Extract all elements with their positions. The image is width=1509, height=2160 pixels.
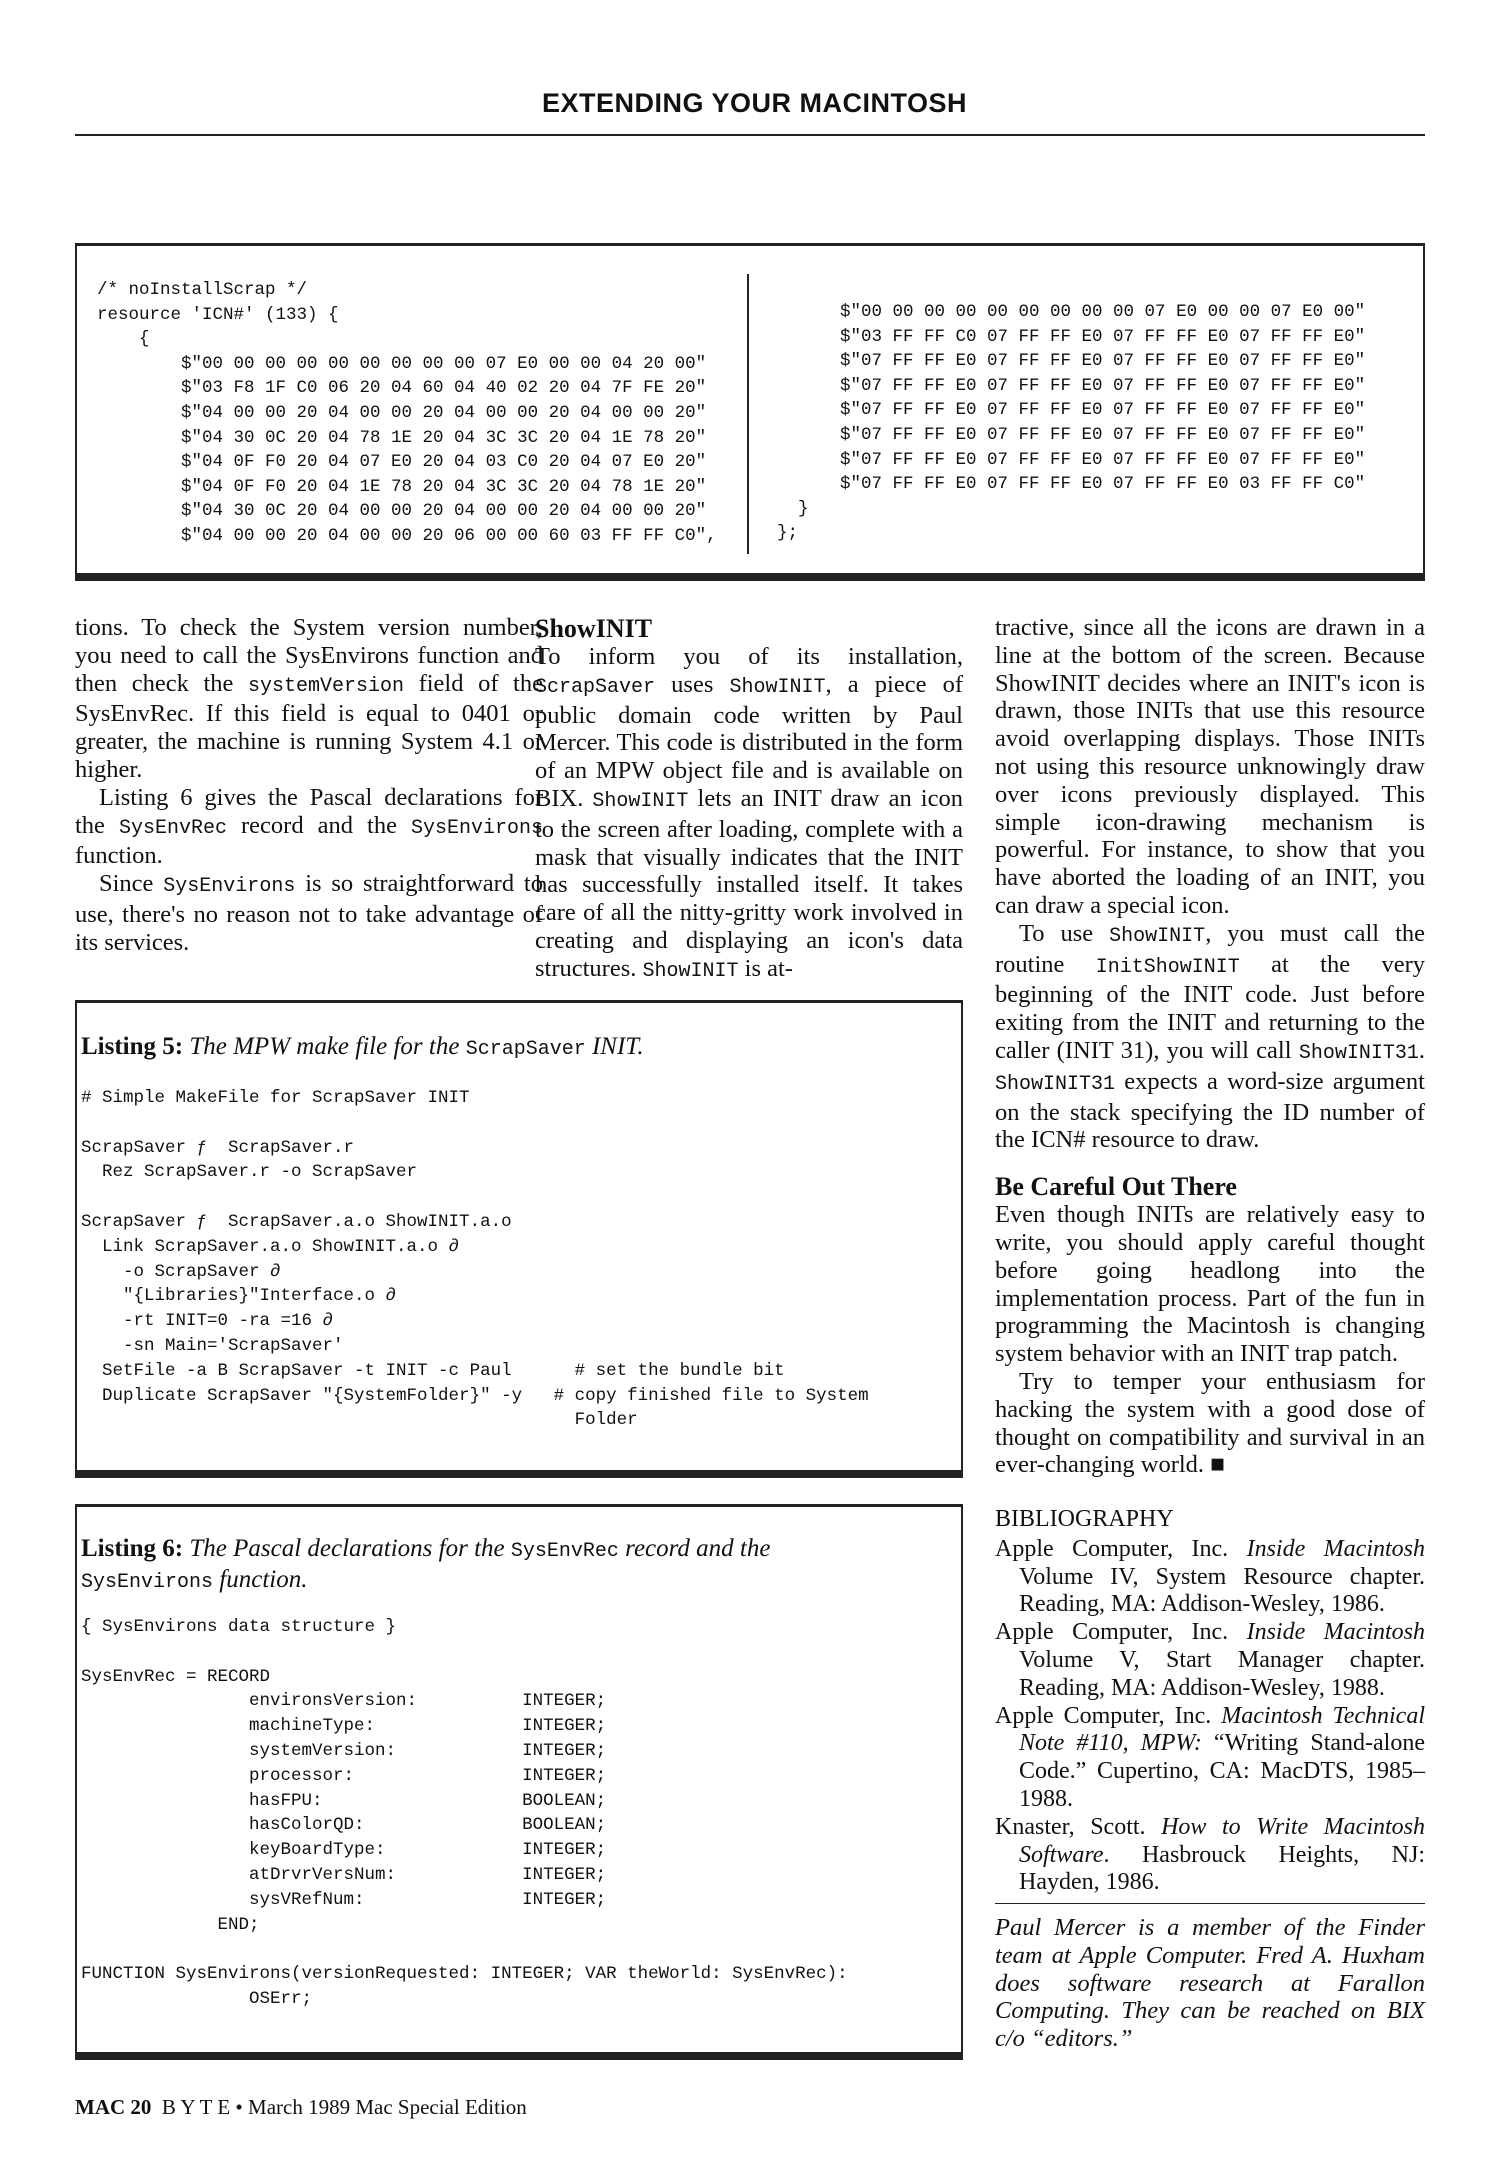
code-divider <box>747 274 749 554</box>
text-run: tractive, since all the icons are drawn in a line at the bottom of the screen. Because ShowINIT decides where an INIT's icon is drawn, those INITs that use this resource avoid overlapping displays. Those INITs not using this resource unknowingly draw over icons previously displayed. This simple icon-drawing mechanism is powerful. For instance, to show that you have aborted the loading of an INIT, you can draw a special icon. <box>995 614 1425 919</box>
text-run: “Writing Stand-alone Code.” Cupertino, CA: MacDTS, 1985–1988. <box>1019 1730 1425 1812</box>
code-term: ShowINIT <box>642 959 739 983</box>
text-run: , you must call the routine <box>995 919 1425 978</box>
text-run: function. <box>213 1566 308 1593</box>
header-rule <box>75 134 1425 136</box>
listing-5 <box>75 1000 963 1478</box>
paragraph <box>535 643 963 986</box>
text-run: expects a word-size argument on the stack specifying the ID number of the ICN# resource to draw. <box>995 1067 1425 1154</box>
text-run: Volume IV, System Resource chapter. Reading, MA: Addison-Wesley, 1986. <box>1019 1563 1425 1618</box>
text-run: , a piece of public domain code written by Paul Mercer. This code is distributed in the form of an MPW object file and is available on BIX. <box>535 670 963 812</box>
text-run: How to Write Macintosh Software <box>1019 1813 1425 1868</box>
text-run: The MPW make file for the <box>189 1033 466 1060</box>
listing-5-caption <box>81 1033 941 1064</box>
bibliography-entry <box>995 1619 1425 1702</box>
text-run: . <box>1418 1036 1425 1064</box>
col3-body <box>995 614 1425 1154</box>
section-heading-careful: Be Careful Out There <box>995 1172 1237 1202</box>
listing-5-code: # Simple MakeFile for ScrapSaver INIT ScrapSaver ƒ ScrapSaver.r Rez ScrapSaver.r -o ScrapSaver ScrapSaver ƒ ScrapSaver.a.o ShowINIT.a.o Link ScrapSaver.a.o ShowINIT.a.o ∂ -o ScrapSaver ∂ "{Libraries}"Interface.o ∂ -rt INIT=0 -ra =16 ∂ -sn Main='ScrapSaver' SetFile -a B ScrapSaver -t INIT -c Paul # set the bundle bit Duplicate ScrapSaver "{SystemFolder}" -y # copy finished file to System Folder <box>81 1088 869 1431</box>
text-run: Try to temper your enthusiasm for hacking the system with a good dose of thought on compatibility and survival in an ever-changing world. ■ <box>995 1367 1425 1479</box>
text-run: Apple Computer, Inc. <box>995 1535 1247 1562</box>
paragraph <box>995 920 1425 1154</box>
code-term: ScrapSaver <box>535 675 656 699</box>
text-run: To inform you of its installation, <box>535 643 963 670</box>
code-term: ShowINIT <box>1109 924 1206 948</box>
paragraph <box>995 1201 1425 1368</box>
code-term: ScrapSaver <box>465 1038 586 1061</box>
code-term: SysEnvRec <box>510 1540 619 1563</box>
text-run: record and the <box>618 1535 771 1562</box>
paragraph <box>75 784 543 870</box>
paragraph <box>995 1368 1425 1479</box>
bibliography-title: BIBLIOGRAPHY <box>995 1506 1174 1532</box>
text-run: Apple Computer, Inc. <box>995 1702 1222 1729</box>
code-term: SysEnvRec <box>118 816 227 840</box>
code-term: ShowINIT31 <box>1298 1041 1419 1065</box>
showinit-body <box>535 643 963 986</box>
article-column-1 <box>75 614 543 957</box>
code-right-column: $"00 00 00 00 00 00 00 00 00 07 E0 00 00 07 E0 00" $"03 FF FF C0 07 FF FF E0 07 FF FF E0 07 FF FF E0" $"07 FF FF E0 07 FF FF E0 07 FF FF E0 07 FF FF E0" $"07 FF FF E0 07 FF FF E0 07 FF FF E0 07 FF FF E0" $"07 FF FF E0 07 FF FF E0 07 FF FF E0 07 FF FF E0" $"07 FF FF E0 07 FF FF E0 07 FF FF E0 07 FF FF E0" $"07 FF FF E0 07 FF FF E0 07 FF FF E0 07 FF FF E0" $"07 FF FF E0 07 FF FF E0 07 FF FF E0 03 FF FF C0" } }; <box>777 302 1366 544</box>
code-term: SysEnvirons <box>163 875 296 899</box>
code-term: ShowINIT <box>592 789 689 813</box>
code-term: InitShowINIT <box>1095 955 1240 979</box>
text-run: To use <box>1019 919 1110 947</box>
text-run: at the very beginning of the INIT code. Just before exiting from the INIT and returning to the caller (INIT 31), you will call <box>995 950 1425 1064</box>
paragraph <box>75 614 543 784</box>
text-run: uses <box>655 670 730 698</box>
section-heading-showinit: ShowINIT <box>535 614 653 643</box>
publication-line: B Y T E • March 1989 Mac Special Edition <box>161 2095 527 2119</box>
code-term: systemVersion <box>247 674 405 698</box>
bibliography <box>995 1506 1425 1897</box>
running-header: EXTENDING YOUR MACINTOSH <box>541 88 968 118</box>
text-run: Even though INITs are relatively easy to write, you should apply careful thought before going headlong into the implementation process. Part of the fun in programming the Macintosh is changing system behavior with an INIT trap patch. <box>995 1201 1425 1368</box>
code-term: SysEnvirons <box>81 1571 214 1594</box>
text-run: Knaster, Scott. <box>995 1813 1162 1840</box>
text-run: SysEnvirons <box>285 641 409 669</box>
text-run: function. <box>75 842 163 870</box>
author-bio: Paul Mercer is a member of the Finder team at Apple Computer. Fred A. Huxham does software research at Farallon Computing. They can be reached on BIX c/o “editors.” <box>995 1914 1425 2053</box>
text-run: Macintosh Technical Note #110, MPW: <box>1019 1702 1425 1757</box>
code-term: SysEnvirons <box>410 816 544 840</box>
text-run: is so straightforward to use, there's no reason not to take advantage of its services. <box>75 870 543 956</box>
text-run: Since <box>99 870 164 898</box>
icon-resource-code-box <box>75 243 1425 581</box>
bio-rule <box>995 1903 1425 1904</box>
careful-body <box>995 1201 1425 1479</box>
text-run: Volume V, Start Manager chapter. Reading, MA: Addison-Wesley, 1988. <box>1019 1646 1425 1701</box>
text-run: field of the SysEnvRec. If this field is equal to 0401 or greater, the machine is running System 4.1 or higher. <box>75 669 543 783</box>
paragraph <box>995 614 1425 920</box>
text-run: . Hasbrouck Heights, NJ: Hayden, 1986. <box>1019 1841 1425 1896</box>
bibliography-entry <box>995 1536 1425 1619</box>
page-number: MAC 20 <box>75 2095 152 2119</box>
text-run: Inside Macintosh <box>1246 1619 1425 1646</box>
page-footer <box>75 2095 527 2120</box>
text-run: is at- <box>738 954 793 982</box>
paragraph <box>75 870 543 956</box>
text-run: record and the <box>227 811 411 839</box>
listing-label: Listing 5: <box>81 1033 184 1060</box>
text-run: tions. To check the System version number, you need to call the <box>75 614 543 669</box>
text-run: Listing 6 gives the Pascal declarations for the <box>75 783 543 839</box>
bibliography-entry <box>995 1814 1425 1897</box>
text-run: Inside Macintosh <box>1246 1535 1425 1562</box>
code-left-column: /* noInstallScrap */ resource 'ICN#' (133) { { $"00 00 00 00 00 00 00 00 00 07 E0 00 00 04 20 00" $"03 F8 1F C0 06 20 04 60 04 40 02 20 04 7F FE 20" $"04 00 00 20 04 00 00 20 04 00 00 20 04 00 00 20" $"04 30 0C 20 04 78 1E 20 04 3C 3C 20 04 1E 78 20" $"04 0F F0 20 04 07 E0 20 04 03 C0 20 04 07 E0 20" $"04 0F F0 20 04 1E 78 20 04 3C 3C 20 04 78 1E 20" $"04 30 0C 20 04 00 00 20 04 00 00 20 04 00 00 20" $"04 00 00 20 04 00 00 20 06 00 00 60 03 FF FF C0", <box>97 280 717 546</box>
text-run: The Pascal declarations for the <box>189 1535 511 1562</box>
listing-label: Listing 6: <box>81 1535 184 1562</box>
code-term: ShowINIT31 <box>995 1072 1116 1096</box>
article-column-3 <box>995 614 1425 1479</box>
listing-6-caption <box>81 1535 841 1597</box>
text-run: lets an INIT draw an icon to the screen after loading, complete with a mask that visually indicates that the INIT has successfully installed itself. It takes care of all the nitty-gritty work involved in creating and displaying an icon's data structures. <box>535 784 963 982</box>
bibliography-entry <box>995 1703 1425 1814</box>
text-run: function and then check the <box>75 641 543 697</box>
code-term: ShowINIT <box>729 675 826 699</box>
article-column-2 <box>535 614 963 986</box>
listing-6 <box>75 1504 963 2060</box>
text-run: Apple Computer, Inc. <box>995 1619 1247 1646</box>
text-run: INIT. <box>585 1033 644 1060</box>
listing-6-code: { SysEnvirons data structure } SysEnvRec = RECORD environsVersion: INTEGER; machineType: INTEGER; systemVersion: INTEGER; processor: INTEGER; hasFPU: BOOLEAN; hasColorQD: BOOLEAN; keyBoardType: INTEGER; atDrvrVersNum: INTEGER; sysVRefNum: INTEGER; END; FUNCTION SysEnvirons(versionRequested: INTEGER; VAR theWorld: SysEnvRec): OSErr; <box>81 1617 848 2009</box>
